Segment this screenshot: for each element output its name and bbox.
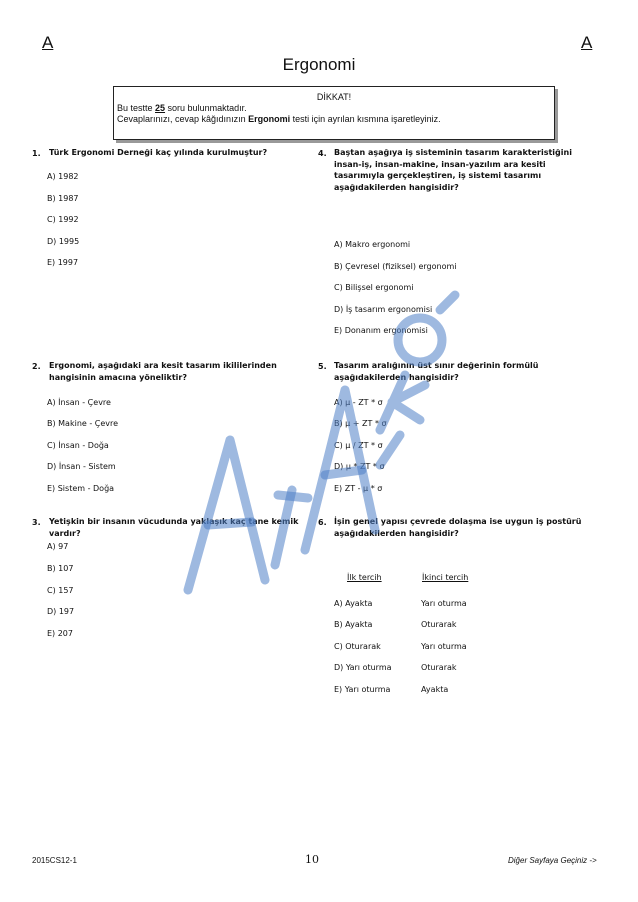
question-4-option-a[interactable]: A) Makro ergonomi (334, 240, 411, 249)
question-3-option-a[interactable]: A) 97 (47, 542, 69, 551)
question-number: 4. (318, 149, 327, 158)
question-6-option-b-second: Oturarak (421, 620, 457, 629)
question-2-text: Ergonomi, aşağıdaki ara kesit tasarım ikililerinden hangisinin amacına yöneliktir? (49, 361, 277, 382)
question-4-option-c[interactable]: C) Bilişsel ergonomi (334, 283, 414, 292)
question-6-text: İşin genel yapısı çevrede dolaşma ise uygun iş postürü aşağıdakilerden hangisidir? (334, 517, 582, 538)
question-number: 1. (32, 149, 41, 158)
question-1-option-e[interactable]: E) 1997 (47, 258, 79, 267)
booklet-letter-left: A (42, 33, 54, 52)
notice-heading: DİKKAT! (316, 92, 352, 102)
question-5-option-b[interactable]: B) µ + ZT * σ (334, 419, 387, 428)
question-6-option-c-second: Yarı oturma (421, 642, 467, 651)
question-2-option-d[interactable]: D) İnsan - Sistem (47, 462, 116, 471)
notice-line-1 (117, 103, 247, 113)
question-3-option-c[interactable]: C) 157 (47, 586, 74, 595)
question-3-option-b[interactable]: B) 107 (47, 564, 74, 573)
question-4-text: Baştan aşağıya iş sisteminin tasarım karakteristiğini insan-iş, insan-makine, insan-yazılım ara kesiti tasarımıyla gerçekleştiren, iş sistemi tasarımı aşağıdakilerden hangisidir? (334, 148, 572, 192)
question-2-option-a[interactable]: A) İnsan - Çevre (47, 398, 111, 407)
question-4-number (318, 148, 327, 160)
question-6-option-d-second: Oturarak (421, 663, 457, 672)
question-1-number (32, 148, 41, 160)
question-1-option-b[interactable]: B) 1987 (47, 194, 79, 203)
question-5-option-d[interactable]: D) µ * ZT * σ (334, 462, 385, 471)
page-number: 10 (305, 853, 319, 866)
question-2-option-c[interactable]: C) İnsan - Doğa (47, 441, 109, 450)
question-6-option-b[interactable]: B) Ayakta (334, 620, 373, 629)
page-title: Ergonomi (282, 55, 356, 74)
notice-text: soru bulunmaktadır. (165, 103, 247, 113)
question-2-option-b[interactable]: B) Makine - Çevre (47, 419, 119, 428)
question-number: 3. (32, 518, 41, 527)
question-5-option-a[interactable]: A) µ - ZT * σ (334, 398, 383, 407)
question-6-col2-header: İkinci tercih (422, 573, 469, 582)
question-number: 2. (32, 362, 41, 371)
question-2-option-e[interactable]: E) Sistem - Doğa (47, 484, 115, 493)
exam-code: 2015CS12-1 (32, 856, 77, 865)
question-3-number (32, 517, 41, 529)
question-1-option-c[interactable]: C) 1992 (47, 215, 79, 224)
question-1-option-d[interactable]: D) 1995 (47, 237, 80, 246)
question-5-text: Tasarım aralığının üst sınır değerinin formülü aşağıdakilerden hangisidir? (334, 361, 539, 382)
question-6-option-e[interactable]: E) Yarı oturma (334, 685, 391, 694)
question-5-option-e[interactable]: E) ZT - µ * σ (334, 484, 383, 493)
notice-line-2 (117, 114, 441, 124)
question-3-option-e[interactable]: E) 207 (47, 629, 73, 638)
question-6-option-a[interactable]: A) Ayakta (334, 599, 373, 608)
notice-text: Bu testte (117, 103, 156, 113)
question-1-option-a[interactable]: A) 1982 (47, 172, 79, 181)
question-3-option-d[interactable]: D) 197 (47, 607, 75, 616)
question-6-option-d[interactable]: D) Yarı oturma (334, 663, 392, 672)
booklet-letter-right: A (581, 33, 593, 52)
next-page-note: Diğer Sayfaya Geçiniz -> (508, 856, 597, 865)
question-number: 6. (318, 518, 327, 527)
notice-text: testi için ayrılan kısmına işaretleyiniz. (290, 114, 441, 124)
notice-box (113, 86, 555, 140)
question-6-option-e-second: Ayakta (421, 685, 449, 694)
question-6-option-a-second: Yarı oturma (421, 599, 467, 608)
question-4-option-d[interactable]: D) İş tasarım ergonomisi (334, 305, 433, 314)
question-number: 5. (318, 362, 327, 371)
question-6-option-c[interactable]: C) Oturarak (334, 642, 381, 651)
question-4-option-b[interactable]: B) Çevresel (fiziksel) ergonomi (334, 262, 457, 271)
notice-text: Cevaplarınızı, cevap kâğıdınızın (117, 114, 249, 124)
question-3-text: Yetişkin bir insanın vücudunda yaklaşık kaç tane kemik vardır? (49, 517, 299, 538)
question-1-text: Türk Ergonomi Derneği kaç yılında kurulmuştur? (49, 148, 268, 157)
question-5-option-c[interactable]: C) µ / ZT * σ (334, 441, 383, 450)
question-4-option-e[interactable]: E) Donanım ergonomisi (334, 326, 428, 335)
question-6-col1-header: İlk tercih (347, 573, 382, 582)
subject-name: Ergonomi (248, 114, 291, 124)
question-count: 25 (155, 103, 166, 113)
question-2-number (32, 361, 41, 373)
watermark-stamp (170, 290, 470, 620)
watermark-graphic (188, 295, 455, 590)
